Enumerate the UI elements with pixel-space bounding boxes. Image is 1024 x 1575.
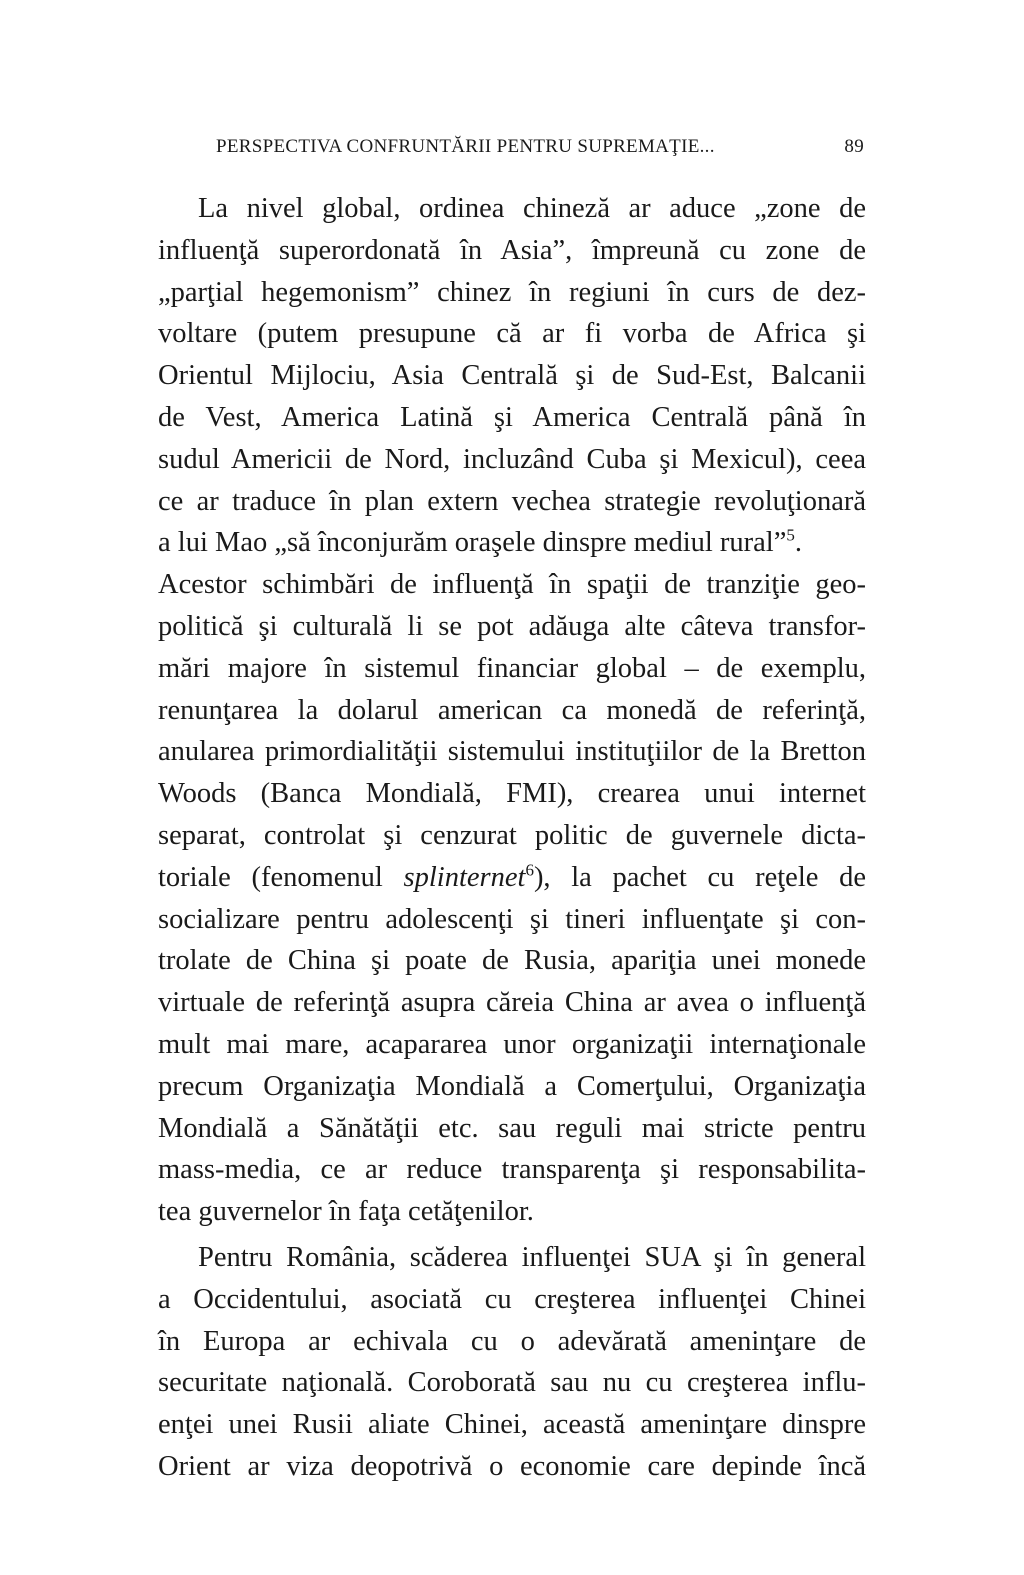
text-line: „parţial hegemonism” chinez în regiuni în curs de dez- — [158, 276, 866, 308]
text-line: separat, controlat şi cenzurat politic de guvernele dicta- — [158, 819, 866, 851]
text-line: Woods (Banca Mondială, FMI), crearea unui internet — [158, 778, 866, 810]
text-line: tea guvernelor în faţa cetăţenilor. — [158, 1196, 534, 1228]
text-span: a lui Mao „să înconjurăm oraşele dinspre mediul rural” — [158, 527, 787, 559]
text-line: Orient ar viza deopotrivă o economie care depinde încă — [158, 1450, 866, 1482]
text-span: toriale (fenomenul — [158, 861, 404, 893]
text-line: anularea primordialităţii sistemului instituţiilor de la Bretton — [158, 736, 866, 768]
paragraph-2 — [158, 1237, 866, 1488]
text-line: sudul Americii de Nord, incluzând Cuba şi Mexicul), ceea — [158, 443, 866, 475]
text-line: securitate naţională. Coroborată sau nu cu creşterea influ- — [158, 1367, 866, 1399]
text-line: socializare pentru adolescenţi şi tineri influenţate şi con- — [158, 903, 866, 935]
running-header — [158, 136, 866, 166]
text-line — [158, 522, 866, 564]
text-line: voltare (putem presupune că ar fi vorba de Africa şi — [158, 318, 866, 350]
text-line: Mondială a Sănătăţii etc. sau reguli mai stricte pentru — [158, 1112, 866, 1144]
text-span: ), la pachet cu reţele de — [533, 861, 866, 893]
text-line — [158, 857, 866, 899]
footnote-ref-5[interactable]: 5 — [786, 525, 795, 545]
text-line: politică şi culturală li se pot adăuga alte câteva transfor- — [158, 610, 866, 642]
text-line: Orientul Mijlociu, Asia Centrală şi de Sud-Est, Balcanii — [158, 360, 866, 392]
text-line: mări majore în sistemul financiar global – de exemplu, — [158, 652, 866, 684]
text-line: trolate de China şi poate de Rusia, apariţia unei monede — [158, 945, 866, 977]
text-span: . — [794, 527, 802, 559]
running-header-title: PERSPECTIVA CONFRUNTĂRII PENTRU SUPREMAŢIE... — [216, 136, 715, 157]
text-line: Pentru România, scăderea influenţei SUA şi în general — [198, 1241, 866, 1273]
footnote-ref-6[interactable]: 6 — [525, 860, 534, 880]
text-line: virtuale de referinţă asupra căreia China ar avea o influenţă — [158, 987, 866, 1019]
text-line: a Occidentului, asociată cu creşterea influenţei Chinei — [158, 1283, 866, 1315]
text-line: de Vest, America Latină şi America Centrală până în — [158, 401, 866, 433]
body-text — [158, 188, 866, 1488]
text-line: Acestor schimbări de influenţă în spaţii de tranziţie geo- — [158, 569, 866, 601]
text-line: ce ar traduce în plan extern vechea strategie revoluţionară — [158, 485, 866, 517]
text-line: mass-media, ce ar reduce transparenţa şi responsabilita- — [158, 1154, 866, 1186]
paragraph-1 — [158, 188, 866, 1233]
text-line: enţei unei Rusii aliate Chinei, această ameninţare dinspre — [158, 1409, 866, 1441]
text-line: în Europa ar echivala cu o adevărată ameninţare de — [158, 1325, 866, 1357]
text-line: mult mai mare, acapararea unor organizaţii internaţionale — [158, 1028, 866, 1060]
italic-term: splinternet — [403, 861, 526, 893]
text-line: renunţarea la dolarul american ca monedă de referinţă, — [158, 694, 866, 726]
page-number: 89 — [844, 136, 864, 157]
text-line: precum Organizaţia Mondială a Comerţului, Organizaţia — [158, 1070, 866, 1102]
text-line: La nivel global, ordinea chineză ar aduce „zone de — [198, 193, 866, 224]
text-line: influenţă superordonată în Asia”, împreună cu zone de — [158, 234, 866, 266]
